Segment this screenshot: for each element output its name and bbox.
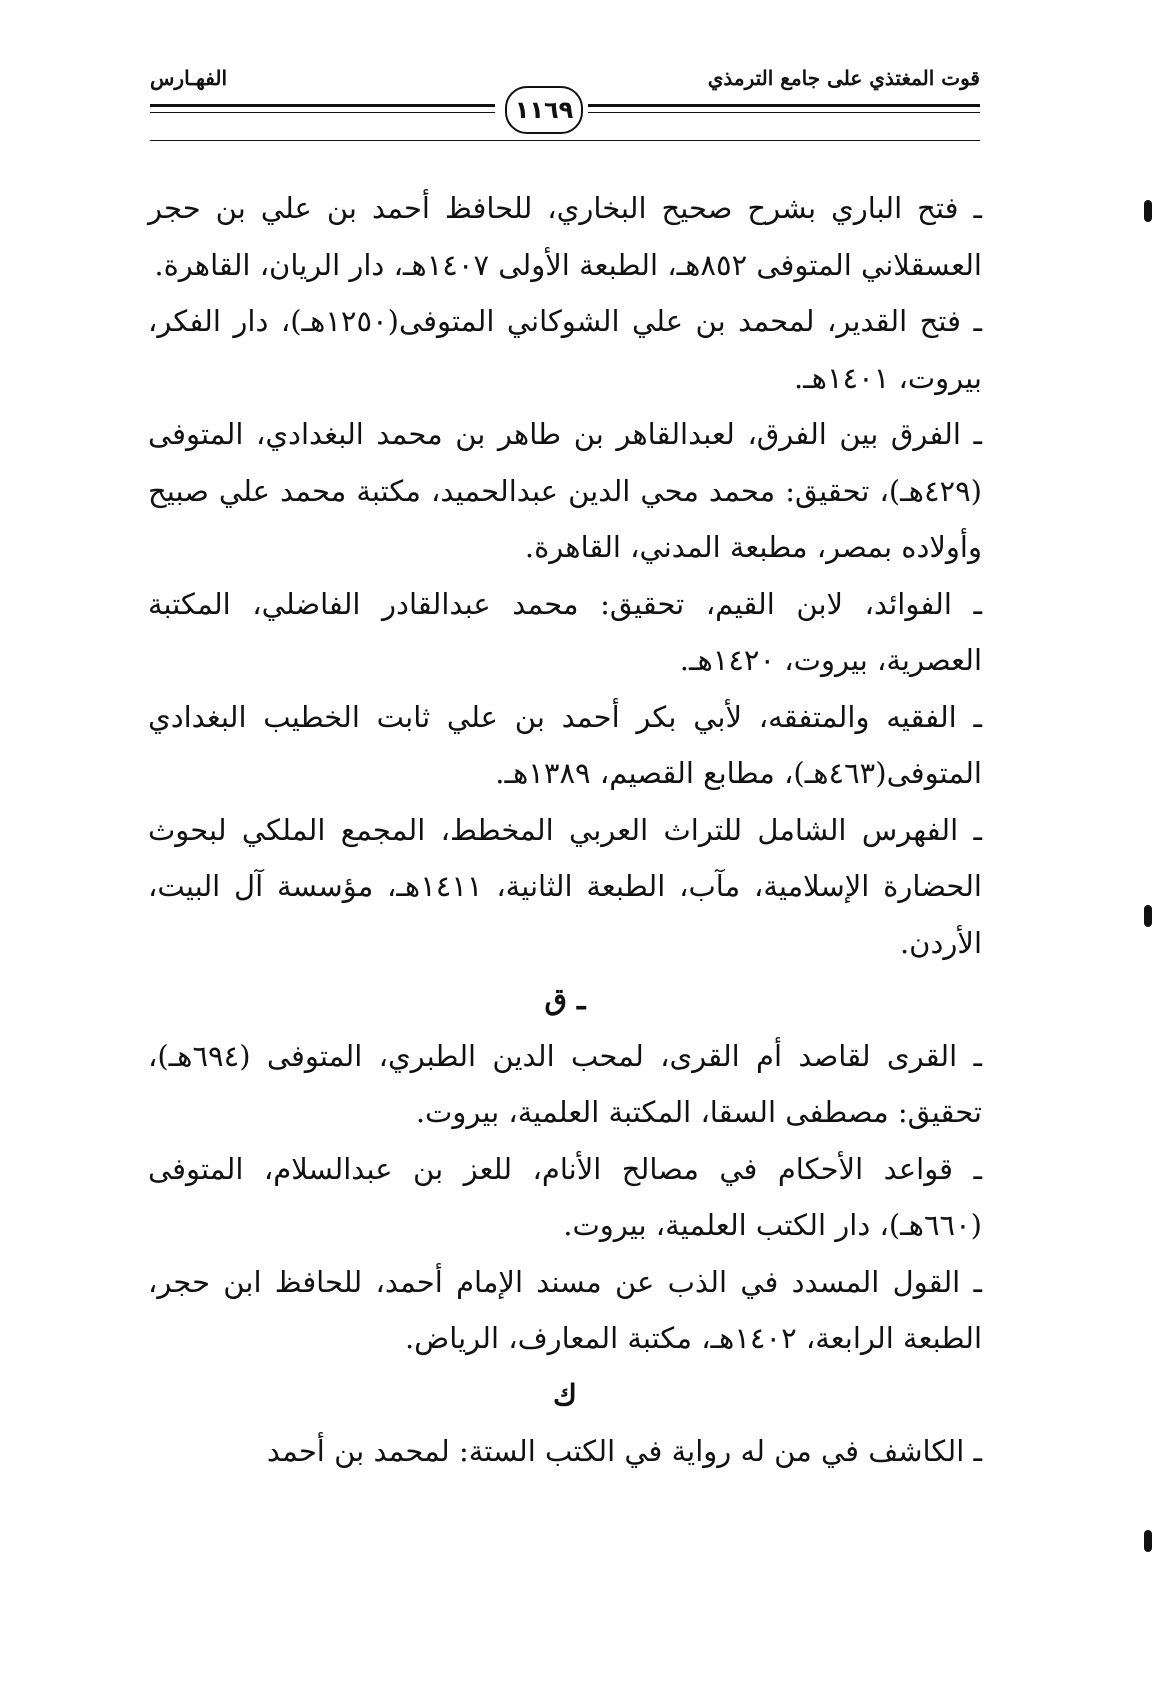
section-letter-heading: ك	[553, 1377, 577, 1412]
bibliography-entry: ـ فتح الباري بشرح صحيح البخاري، للحافظ أحمد بن علي بن حجر العسقلاني المتوفى ٨٥٢هـ، الطبعة الأولى ١٤٠٧هـ، دار الريان، القاهرة.	[148, 191, 982, 282]
bibliography-entry: ـ فتح القدير، لمحمد بن علي الشوكاني المتوفى(١٢٥٠هـ)، دار الفكر، بيروت، ١٤٠١هـ.	[148, 304, 982, 395]
bibliography-entry: ـ الفهرس الشامل للتراث العربي المخطط، المجمع الملكي لبحوث الحضارة الإسلامية، مآب، الطبعة الثانية، ١٤١١هـ، مؤسسة آل البيت، الأردن.	[148, 812, 982, 960]
running-head-section-title: الفهـارس	[150, 66, 228, 90]
bibliography-entry: ـ الفرق بين الفرق، لعبدالقاهر بن طاهر بن محمد البغدادي، المتوفى (٤٢٩هـ)، تحقيق: محمد محي الدين عبدالحميد، مكتبة محمد علي صبيح وأولاده بمصر، مطبعة المدني، القاهرة.	[148, 417, 982, 564]
bibliography-entry: ـ الكاشف في من له رواية في الكتب الستة: لمحمد بن أحمد	[266, 1434, 982, 1468]
running-head-book-title: قوت المغتذي على جامع الترمذي	[707, 66, 980, 90]
bibliography-entry: ـ القول المسدد في الذب عن مسند الإمام أحمد، للحافظ ابن حجر، الطبعة الرابعة، ١٤٠٢هـ، مكتبة المعارف، الرياض.	[148, 1264, 982, 1355]
section-letter-heading: ـ ق	[544, 982, 586, 1016]
bibliography-entries	[148, 180, 982, 1480]
header-rule-left-thin	[150, 112, 495, 113]
header-bottom-rule	[150, 140, 980, 141]
bibliography-entry: ـ قواعد الأحكام في مصالح الأنام، للعز بن عبدالسلام، المتوفى (٦٦٠هـ)، دار الكتب العلمية، بيروت.	[148, 1151, 982, 1242]
header-rule-left	[150, 104, 495, 107]
header-rule-right-thin	[588, 112, 980, 113]
margin-mark	[1144, 1530, 1152, 1552]
page-number-badge: ١١٦٩	[505, 86, 583, 134]
margin-mark	[1144, 905, 1152, 927]
bibliography-entry: ـ القرى لقاصد أم القرى، لمحب الدين الطبري، المتوفى (٦٩٤هـ)، تحقيق: مصطفى السقا، المكتبة العلمية، بيروت.	[148, 1038, 982, 1129]
page-header	[150, 58, 980, 148]
bibliography-entry: ـ الفقيه والمتفقه، لأبي بكر أحمد بن علي ثابت الخطيب البغدادي المتوفى(٤٦٣هـ)، مطابع القصيم، ١٣٨٩هـ.	[148, 699, 982, 790]
header-rule-right	[588, 104, 980, 107]
bibliography-entry: ـ الفوائد، لابن القيم، تحقيق: محمد عبدالقادر الفاضلي، المكتبة العصرية، بيروت، ١٤٢٠هـ.	[148, 586, 982, 677]
margin-mark	[1144, 200, 1152, 222]
